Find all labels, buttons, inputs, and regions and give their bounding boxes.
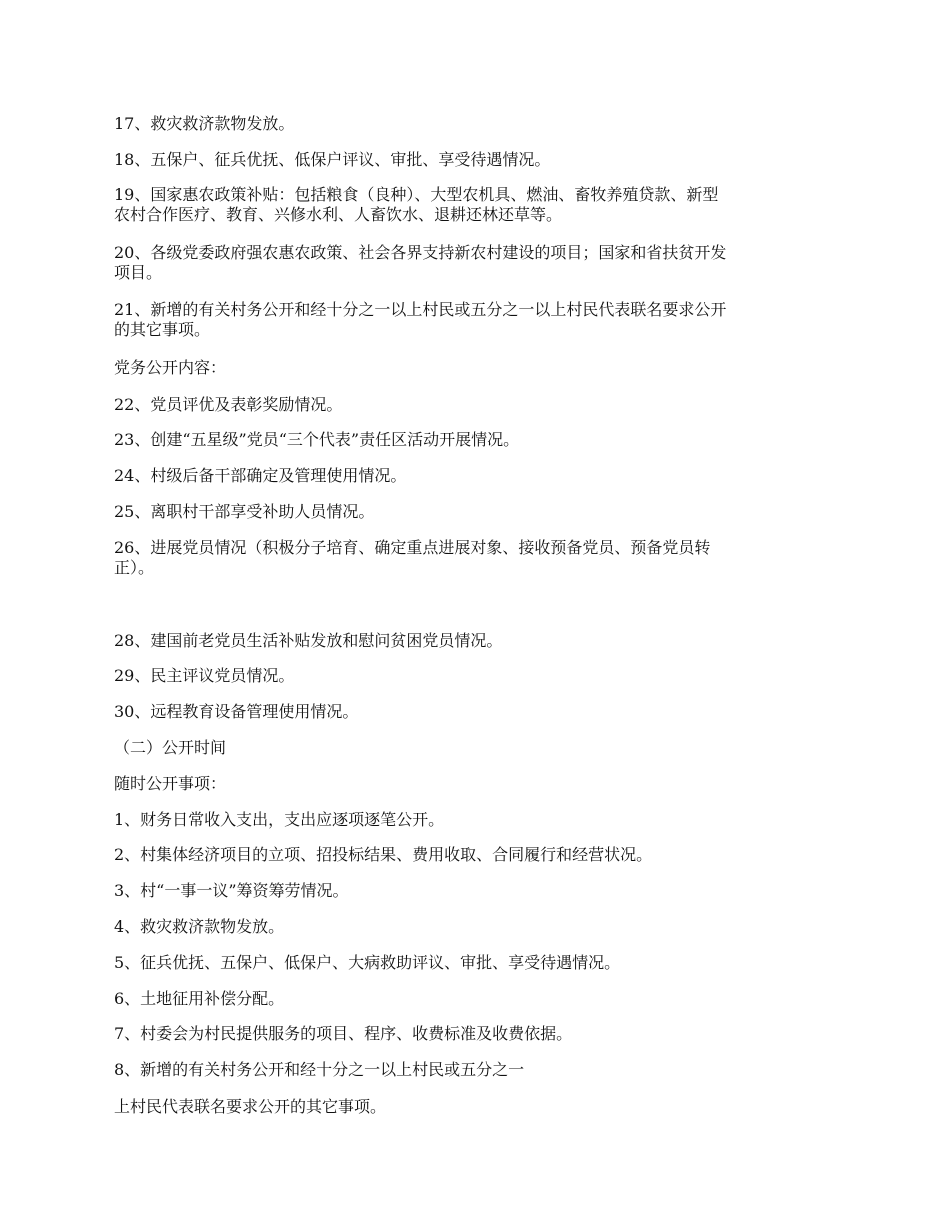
list-item: 22、党员评优及表彰奖励情况。 <box>114 395 343 414</box>
list-item-line: 20、各级党委政府强农惠农政策、社会各界支持新农村建设的项目；国家和省扶贫开发 <box>114 243 727 262</box>
list-item-line: 的其它事项。 <box>114 320 211 339</box>
list-item: 6、土地征用补偿分配。 <box>114 989 285 1008</box>
section-heading-time: （二）公开时间 <box>114 738 227 757</box>
list-item: 18、五保户、征兵优抚、低保户评议、审批、享受待遇情况。 <box>114 150 551 169</box>
list-item: 29、民主评议党员情况。 <box>114 666 295 685</box>
list-item-line: 项目。 <box>114 263 163 282</box>
list-item: 4、救灾救济款物发放。 <box>114 917 285 936</box>
list-item-line: 正）。 <box>114 558 155 577</box>
list-item-21 <box>114 300 826 340</box>
list-item-line: 26、进展党员情况（积极分子培育、确定重点进展对象、接收预备党员、预备党员转 <box>114 538 711 557</box>
list-item: 30、远程教育设备管理使用情况。 <box>114 702 359 721</box>
list-item: 7、村委会为村民提供服务的项目、程序、收费标准及收费依据。 <box>114 1024 573 1043</box>
party-heading: 党务公开内容： <box>114 358 227 377</box>
list-item: 24、村级后备干部确定及管理使用情况。 <box>114 466 407 485</box>
list-item-26 <box>114 538 826 578</box>
list-item: 28、建国前老党员生活补贴发放和慰问贫困党员情况。 <box>114 631 503 650</box>
list-item: 2、村集体经济项目的立项、招投标结果、费用收取、合同履行和经营状况。 <box>114 845 653 864</box>
list-item-19 <box>114 185 826 225</box>
list-item: 25、离职村干部享受补助人员情况。 <box>114 502 375 521</box>
list-item: 17、救灾救济款物发放。 <box>114 114 295 133</box>
list-item: 1、财务日常收入支出，支出应逐项逐笔公开。 <box>114 810 445 829</box>
list-item: 23、创建“五星级”党员“三个代表”责任区活动开展情况。 <box>114 430 520 449</box>
list-item: 3、村“一事一议”筹资筹劳情况。 <box>114 881 349 900</box>
list-item: 5、征兵优抚、五保户、低保户、大病救助评议、审批、享受待遇情况。 <box>114 953 621 972</box>
list-item-20 <box>114 243 826 283</box>
list-item-line: 农村合作医疗、教育、兴修水利、人畜饮水、退耕还林还草等。 <box>114 205 563 224</box>
list-item-line: 19、国家惠农政策补贴：包括粮食（良种）、大型农机具、燃油、畜牧养殖贷款、新型 <box>114 185 719 204</box>
list-item-line: 21、新增的有关村务公开和经十分之一以上村民或五分之一以上村民代表联名要求公开 <box>114 300 727 319</box>
list-item: 8、新增的有关村务公开和经十分之一以上村民或五分之一 <box>114 1060 525 1079</box>
list-item: 上村民代表联名要求公开的其它事项。 <box>114 1097 387 1116</box>
anytime-heading: 随时公开事项： <box>114 774 227 793</box>
